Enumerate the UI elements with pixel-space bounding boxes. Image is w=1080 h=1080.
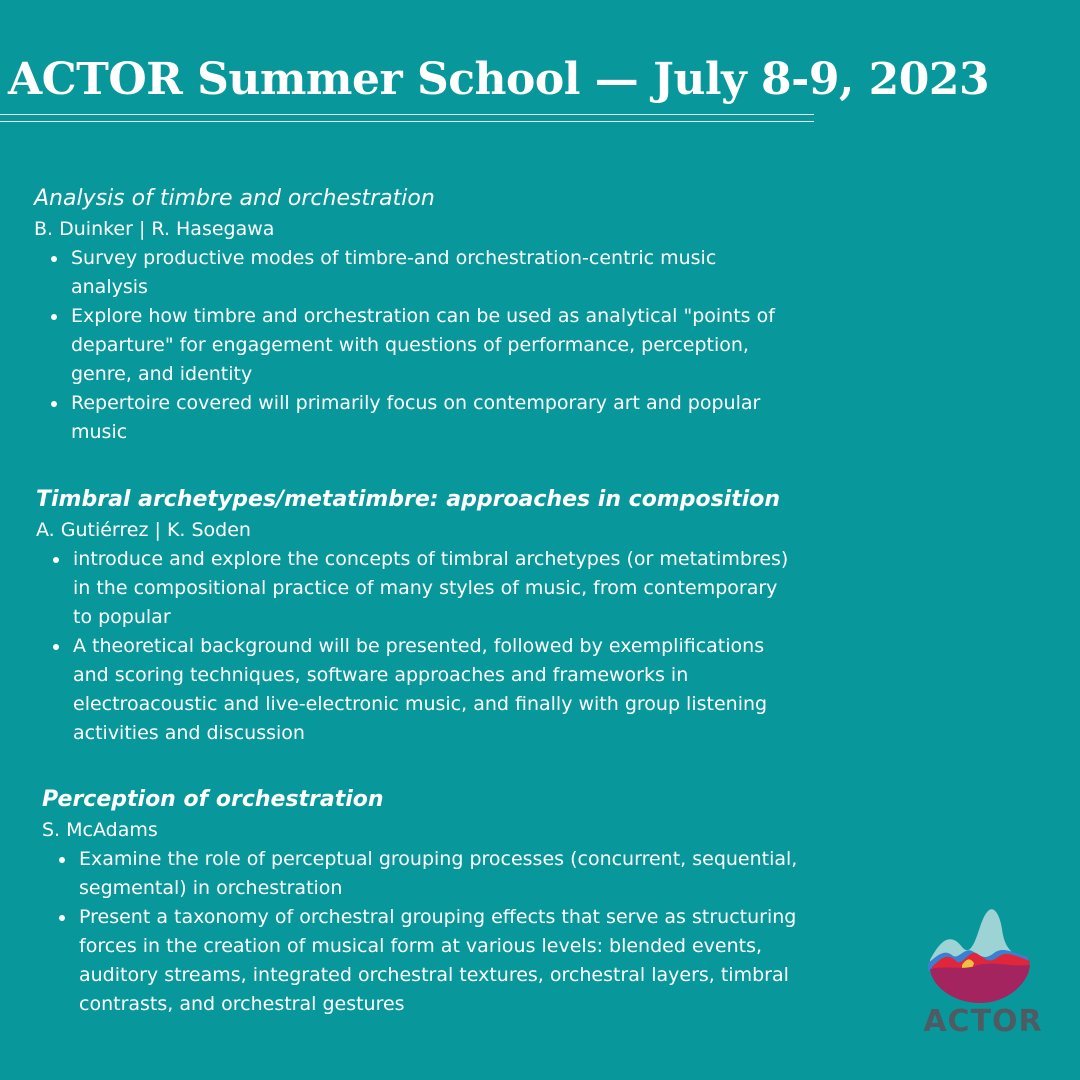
bullet-item (36, 632, 796, 748)
session-perception-of-orchestration (42, 785, 802, 1019)
title-divider-top (0, 114, 814, 115)
bullet-icon (51, 401, 57, 407)
bullet-text: A theoretical background will be presented, followed by exemplifications and scoring techniques, software approaches and frameworks in electroacoustic and live-electronic music, and finally with group listening activities and discussion (73, 635, 768, 744)
session-timbral-archetypes (36, 485, 796, 748)
bullet-icon (51, 256, 57, 262)
bullet-text: Survey productive modes of timbre-and orchestration-centric music analysis (71, 247, 717, 298)
bullet-icon (59, 915, 65, 921)
session-presenters: A. Gutiérrez | K. Soden (36, 519, 251, 541)
bullet-text: Present a taxonomy of orchestral grouping effects that serve as structuring forces in the creation of musical form at various levels: blended events, auditory streams, integrated orchestral textures, orchestral layers, timbral contrasts, and orchestral gestures (79, 906, 797, 1015)
session-presenters: S. McAdams (42, 819, 158, 841)
session-title: Perception of orchestration (42, 787, 384, 812)
actor-logo-text: ACTOR (923, 1004, 1043, 1039)
session-presenters: B. Duinker | R. Hasegawa (34, 218, 275, 240)
session-bullet-list (34, 244, 794, 447)
page-title: ACTOR Summer School — July 8-9, 2023 (8, 54, 990, 105)
bullet-item (42, 845, 802, 903)
bullet-item (34, 302, 794, 389)
session-bullet-list (36, 545, 796, 748)
session-analysis-of-timbre (34, 184, 794, 447)
bullet-icon (51, 314, 57, 320)
bullet-item (34, 244, 794, 302)
bullet-item (42, 903, 802, 1019)
bullet-text: Examine the role of perceptual grouping processes (concurrent, sequential, segmental) in orchestration (79, 848, 798, 899)
actor-logo (918, 905, 1048, 1045)
bullet-text: Repertoire covered will primarily focus on contemporary art and popular music (71, 392, 761, 443)
bullet-icon (59, 857, 65, 863)
bullet-icon (53, 557, 59, 563)
bullet-icon (53, 644, 59, 650)
bullet-item (36, 545, 796, 632)
bullet-item (34, 389, 794, 447)
bullet-text: Explore how timbre and orchestration can be used as analytical "points of departure" for engagement with questions of performance, perception, genre, and identity (71, 305, 775, 385)
title-divider-bottom (0, 121, 814, 122)
session-bullet-list (42, 845, 802, 1019)
session-title: Analysis of timbre and orchestration (34, 186, 435, 211)
actor-logo-icon (918, 905, 1048, 1005)
session-title: Timbral archetypes/metatimbre: approaches in composition (36, 487, 781, 512)
bullet-text: introduce and explore the concepts of timbral archetypes (or metatimbres) in the compositional practice of many styles of music, from contemporary to popular (73, 548, 789, 628)
